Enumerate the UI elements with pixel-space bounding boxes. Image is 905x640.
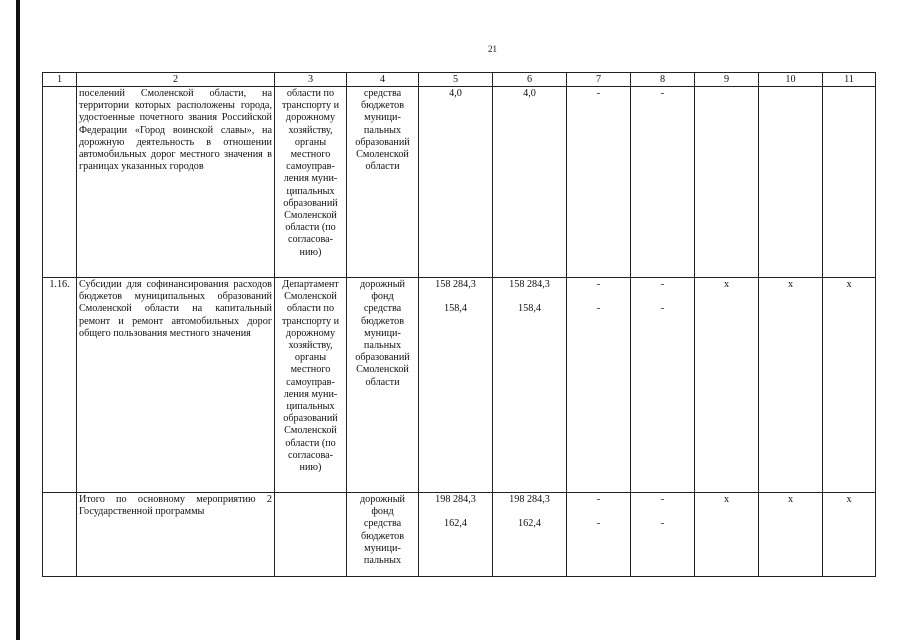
- executor-line: образований: [283, 197, 338, 209]
- executor-line: нию): [299, 462, 322, 474]
- row-description: Субсидии для софинансирования расходов бюджетов муниципальных образований Смоленской области на капитальный ремонт и ремонт автомобильных дорог общего пользования местного значения: [77, 278, 275, 493]
- row-value-col-11: [823, 493, 876, 577]
- executor-line: ления муни-: [283, 388, 338, 400]
- col-header-3: 3: [275, 73, 347, 87]
- row-number: 1.16.: [43, 278, 77, 493]
- executor-line: органы: [294, 136, 327, 148]
- funding-source-line: образований: [355, 352, 410, 364]
- row-value-col-8: [631, 493, 695, 577]
- funding-source-line: области: [365, 161, 400, 173]
- executor-line: нию): [299, 246, 322, 258]
- col-header-9: 9: [695, 73, 759, 87]
- funding-source-line: дорожный: [360, 494, 405, 505]
- value-line: х: [846, 279, 852, 290]
- row-value-col-8: [631, 278, 695, 493]
- executor-line: ципальных: [286, 185, 335, 197]
- value-spacer: [569, 506, 628, 518]
- col-header-5: 5: [419, 73, 493, 87]
- col-header-7: 7: [567, 73, 631, 87]
- row-value-col-11: [823, 278, 876, 493]
- row-number: [43, 493, 77, 577]
- value-spacer: [495, 506, 564, 518]
- row-description: Итого по основному мероприятию 2 Государственной программы: [77, 493, 275, 577]
- budget-table: [42, 72, 876, 577]
- value-line: -: [596, 518, 601, 530]
- value-line: х: [723, 279, 730, 290]
- value-line: -: [660, 88, 665, 99]
- row-value-col-9: [695, 87, 759, 278]
- value-line: 158 284,3: [509, 279, 550, 290]
- row-number: [43, 87, 77, 278]
- value-line: х: [787, 279, 794, 290]
- funding-source-line: Смоленской: [356, 364, 409, 376]
- value-line: х: [787, 494, 794, 505]
- row-value-col-9: [695, 278, 759, 493]
- row-executor: [275, 493, 347, 577]
- funding-source-line: муници-: [364, 327, 401, 339]
- page-edge-bar: [16, 0, 20, 640]
- funding-source-line: бюджетов: [360, 100, 405, 112]
- value-line: -: [596, 494, 601, 505]
- funding-source-line: пальных: [363, 340, 402, 352]
- executor-line: Департамент: [282, 279, 339, 290]
- executor-line: дорожному: [285, 327, 336, 339]
- table-row: [43, 87, 876, 278]
- value-line: 158,4: [444, 303, 467, 315]
- funding-source-line: Смоленской: [356, 149, 409, 161]
- row-value-col-5: [419, 278, 493, 493]
- executor-line: области (по: [285, 437, 336, 449]
- executor-line: образований: [283, 413, 338, 425]
- row-value-col-5: [419, 493, 493, 577]
- row-funding-source: [347, 278, 419, 493]
- funding-source-line: фонд: [371, 291, 394, 303]
- funding-source-line: фонд: [371, 506, 394, 518]
- row-value-col-9: [695, 493, 759, 577]
- value-spacer: [495, 291, 564, 303]
- executor-line: местного: [290, 364, 331, 376]
- executor-line: транспорту и: [281, 100, 340, 112]
- funding-source-line: области: [365, 376, 400, 388]
- funding-source-line: бюджетов: [360, 530, 405, 542]
- col-header-10: 10: [759, 73, 823, 87]
- funding-source-line: средства: [363, 88, 402, 99]
- row-value-col-8: [631, 87, 695, 278]
- executor-line: согласова-: [287, 234, 334, 246]
- funding-source-line: средства: [363, 518, 402, 530]
- value-spacer: [421, 506, 490, 518]
- value-line: -: [596, 88, 601, 99]
- row-description: поселений Смоленской области, на территории которых расположены города, удостоенные почетного звания Российской Федерации «Город воинской славы», на дорожную деятельность в отношении автомобильных дорог местного значения в границах указанных городов: [77, 87, 275, 278]
- table-row: [43, 278, 876, 493]
- funding-source-line: образований: [355, 136, 410, 148]
- row-executor: [275, 278, 347, 493]
- executor-line: хозяйству,: [288, 124, 333, 136]
- value-line: 162,4: [444, 518, 467, 530]
- row-value-col-10: [759, 278, 823, 493]
- value-line: 198 284,3: [509, 494, 550, 505]
- executor-line: ления муни-: [283, 173, 338, 185]
- value-line: -: [660, 494, 665, 505]
- table-row: [43, 493, 876, 577]
- executor-line: согласова-: [287, 449, 334, 461]
- funding-source-line: пальных: [363, 124, 402, 136]
- executor-line: Смоленской: [284, 291, 337, 303]
- row-value-col-7: [567, 87, 631, 278]
- value-line: -: [660, 279, 665, 290]
- executor-line: хозяйству,: [288, 340, 333, 352]
- value-line: -: [596, 303, 601, 315]
- row-value-col-5: [419, 87, 493, 278]
- executor-line: самоуправ-: [286, 161, 335, 173]
- executor-line: местного: [290, 149, 331, 161]
- row-executor: [275, 87, 347, 278]
- header-row: [43, 73, 876, 87]
- value-spacer: [633, 291, 692, 303]
- executor-line: Смоленской: [284, 210, 337, 222]
- value-line: -: [660, 518, 665, 530]
- executor-line: органы: [294, 352, 327, 364]
- value-line: х: [723, 494, 730, 505]
- executor-line: дорожному: [285, 112, 336, 124]
- row-value-col-6: [493, 87, 567, 278]
- row-value-col-7: [567, 493, 631, 577]
- executor-line: транспорту и: [281, 315, 340, 327]
- funding-source-line: пальных: [363, 555, 402, 567]
- row-value-col-10: [759, 87, 823, 278]
- value-spacer: [569, 291, 628, 303]
- value-line: 158,4: [518, 303, 541, 315]
- col-header-4: 4: [347, 73, 419, 87]
- col-header-2: 2: [77, 73, 275, 87]
- row-value-col-10: [759, 493, 823, 577]
- value-spacer: [421, 291, 490, 303]
- col-header-6: 6: [493, 73, 567, 87]
- value-line: -: [660, 303, 665, 315]
- row-funding-source: [347, 493, 419, 577]
- funding-source-line: муници-: [364, 542, 401, 554]
- funding-source-line: средства: [363, 303, 402, 315]
- funding-source-line: бюджетов: [360, 315, 405, 327]
- value-line: 162,4: [518, 518, 541, 530]
- value-line: -: [596, 279, 601, 290]
- funding-source-line: дорожный: [360, 279, 405, 290]
- value-line: 4,0: [523, 88, 536, 99]
- row-value-col-11: [823, 87, 876, 278]
- value-spacer: [633, 506, 692, 518]
- value-line: х: [846, 494, 852, 505]
- value-line: 198 284,3: [435, 494, 476, 505]
- col-header-8: 8: [631, 73, 695, 87]
- page-number: 21: [488, 44, 497, 54]
- row-value-col-6: [493, 493, 567, 577]
- executor-line: области по: [286, 88, 335, 99]
- value-line: 158 284,3: [435, 279, 476, 290]
- executor-line: самоуправ-: [286, 376, 335, 388]
- executor-line: области (по: [285, 222, 336, 234]
- col-header-1: 1: [43, 73, 77, 87]
- executor-line: ципальных: [286, 401, 335, 413]
- row-value-col-6: [493, 278, 567, 493]
- row-value-col-7: [567, 278, 631, 493]
- col-header-11: 11: [823, 73, 876, 87]
- value-line: 4,0: [449, 88, 462, 99]
- row-funding-source: [347, 87, 419, 278]
- funding-source-line: муници-: [364, 112, 401, 124]
- executor-line: Смоленской: [284, 425, 337, 437]
- executor-line: области по: [286, 303, 335, 315]
